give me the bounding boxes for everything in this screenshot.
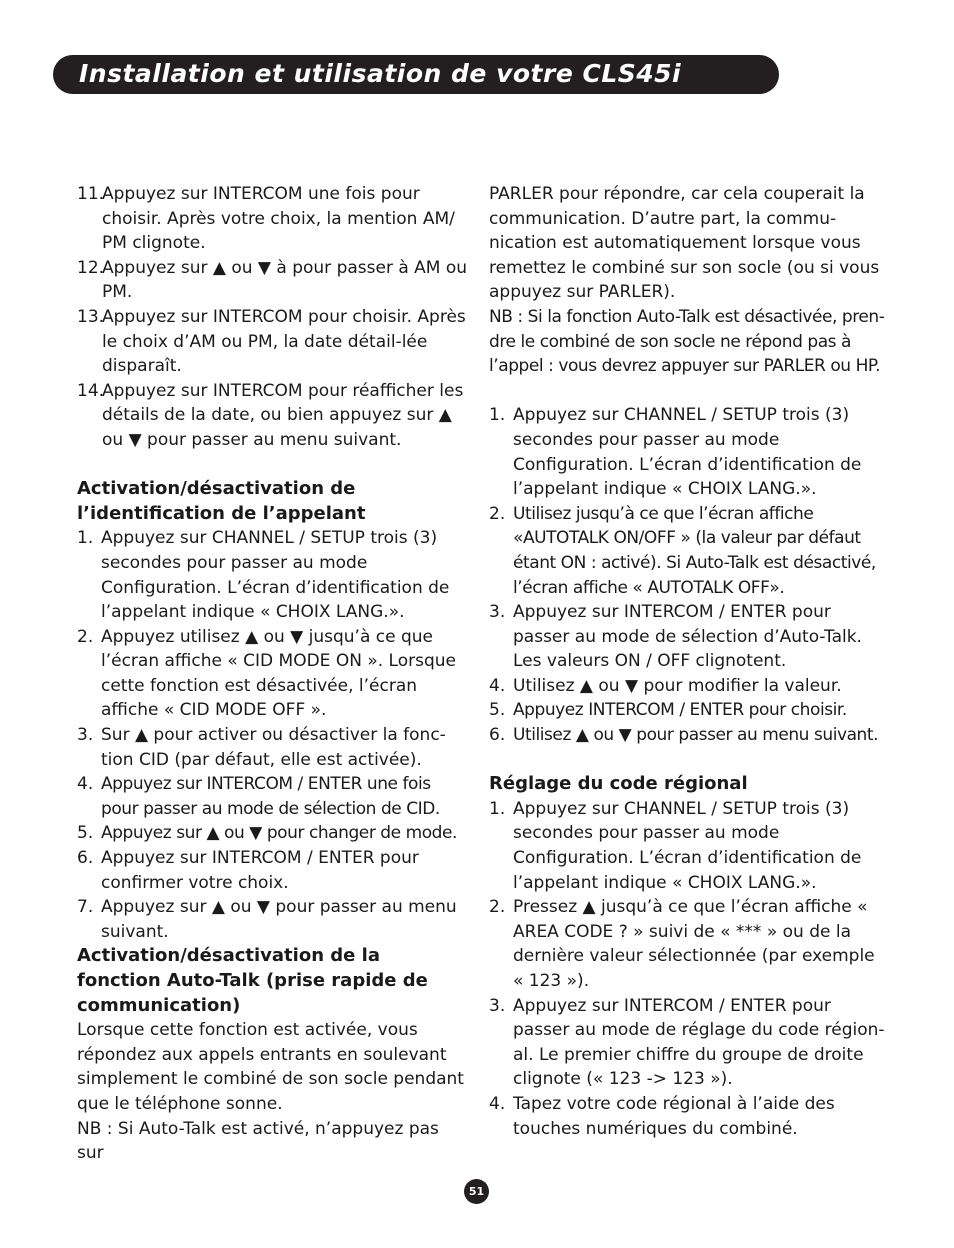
item-text: Appuyez sur CHANNEL / SETUP trois (3) secondes pour passer au mode Configuration. L’écran d’identification de l’appelant indique « CHOIX LANG.». xyxy=(513,798,862,893)
section-heading: Activation/désactivation de l’identification de l’appelant xyxy=(77,478,366,524)
page-title: Installation et utilisation de votre CLS45i xyxy=(79,59,682,88)
item-number: 1. xyxy=(77,528,94,549)
item-number: 11. xyxy=(77,184,105,204)
list-item xyxy=(77,625,469,723)
left-column xyxy=(77,182,469,1166)
item-number: 1. xyxy=(489,798,506,819)
item-text: Appuyez sur INTERCOM / ENTER pour passer au mode de sélection d’Auto-Talk. Les valeurs ON / OFF clignotent. xyxy=(513,602,862,672)
list-item xyxy=(489,797,889,895)
item-text: Appuyez sur ▲ ou ▼ pour changer de mode. xyxy=(101,823,457,844)
item-text: Appuyez sur ▲ ou ▼ pour passer au menu suivant. xyxy=(101,897,457,942)
item-number: 13. xyxy=(77,306,105,327)
list-item xyxy=(489,895,889,993)
item-number: 3. xyxy=(77,725,94,746)
list-item xyxy=(489,698,889,723)
item-text: Appuyez sur INTERCOM pour choisir. Après le choix d’AM ou PM, la date détail-lée disparaît. xyxy=(102,306,466,377)
item-text: Appuyez sur CHANNEL / SETUP trois (3) secondes pour passer au mode Configuration. L’écran d’identification de l’appelant indique « CHOIX LANG.». xyxy=(513,405,862,500)
list-item xyxy=(489,600,889,674)
item-text: Appuyez INTERCOM / ENTER pour choisir. xyxy=(513,700,847,721)
paragraph: PARLER pour répondre, car cela couperait la communication. D’autre part, la commu-nication est automatiquement lorsque vous remettez le combiné sur son socle (ou si vous appuyez sur PARLER). xyxy=(489,184,880,303)
item-number: 2. xyxy=(489,897,506,918)
note-paragraph: NB : Si Auto-Talk est activé, n’appuyez pas sur xyxy=(77,1118,439,1164)
list-item xyxy=(489,502,889,600)
item-number: 5. xyxy=(489,700,506,721)
item-text: Pressez ▲ jusqu’à ce que l’écran affiche « AREA CODE ? » suivi de « *** » ou de la dernière valeur sélectionnée (par exemple « 123 »). xyxy=(513,897,875,991)
paragraph: Lorsque cette fonction est activée, vous répondez aux appels entrants en soulevant simplement le combiné de son socle pendant que le téléphone sonne. xyxy=(77,1020,464,1114)
item-text: Appuyez sur CHANNEL / SETUP trois (3) secondes pour passer au mode Configuration. L’écran d’identification de l’appelant indique « CHOIX LANG.». xyxy=(101,528,450,623)
item-text: Utilisez ▲ ou ▼ pour passer au menu suivant. xyxy=(513,725,879,746)
item-text: Appuyez sur ▲ ou ▼ à pour passer à AM ou PM. xyxy=(102,257,468,303)
list-item xyxy=(77,723,469,772)
item-number: 6. xyxy=(77,848,94,869)
item-number: 4. xyxy=(489,1093,506,1114)
item-text: Utilisez ▲ ou ▼ pour modifier la valeur. xyxy=(513,675,842,696)
item-number: 5. xyxy=(77,823,94,844)
item-number: 2. xyxy=(77,626,94,647)
item-number: 12. xyxy=(77,257,105,278)
section-heading: Activation/désactivation de la fonction Auto-Talk (prise rapide de communication) xyxy=(77,945,428,1016)
header-banner xyxy=(53,55,779,94)
item-number: 3. xyxy=(489,995,506,1016)
item-number: 1. xyxy=(489,405,506,426)
right-column xyxy=(489,182,889,1141)
note-paragraph: NB : Si la fonction Auto-Talk est désactivée, pren-dre le combiné de son socle ne répond pas à l’appel : vous devrez appuyer sur PARLER ou HP. xyxy=(489,306,885,377)
list-item xyxy=(77,821,469,846)
item-number: 7. xyxy=(77,897,94,918)
section-heading: Réglage du code régional xyxy=(489,773,748,795)
item-number: 4. xyxy=(77,774,94,795)
page-number-badge: 51 xyxy=(464,1179,489,1204)
list-item xyxy=(489,403,889,501)
item-text: Appuyez sur INTERCOM pour réafficher les détails de la date, ou bien appuyez sur ▲ ou ▼ pour passer au menu suivant. xyxy=(102,380,464,450)
item-text: Appuyez sur INTERCOM / ENTER une fois pour passer au mode de sélection de CID. xyxy=(101,774,440,819)
list-item xyxy=(77,846,469,895)
item-text: Appuyez utilisez ▲ ou ▼ jusqu’à ce que l’écran affiche « CID MODE ON ». Lorsque cette fonction est désactivée, l’écran affiche « CID MODE OFF ». xyxy=(101,626,456,721)
item-text: Appuyez sur INTERCOM / ENTER pour confirmer votre choix. xyxy=(101,848,419,893)
list-item xyxy=(77,526,469,624)
list-item xyxy=(77,256,469,305)
list-item xyxy=(489,1092,889,1141)
item-text: Tapez votre code régional à l’aide des touches numériques du combiné. xyxy=(513,1093,835,1139)
item-text: Sur ▲ pour activer ou désactiver la fonc-tion CID (par défaut, elle est activée). xyxy=(101,725,446,770)
item-number: 14. xyxy=(77,380,105,401)
list-item xyxy=(489,723,889,748)
list-item xyxy=(77,305,469,379)
list-item xyxy=(489,994,889,1092)
list-item xyxy=(489,674,889,699)
item-text: Appuyez sur INTERCOM une fois pour choisir. Après votre choix, la mention AM/ PM clignote. xyxy=(102,184,455,254)
item-number: 4. xyxy=(489,675,506,696)
list-item xyxy=(77,772,469,821)
list-item xyxy=(77,895,469,944)
item-number: 3. xyxy=(489,602,506,623)
item-number: 2. xyxy=(489,503,506,524)
item-text: Utilisez jusqu’à ce que l’écran affiche «AUTOTALK ON/OFF » (la valeur par défaut étant ON : activé). Si Auto-Talk est désactivé, l’écran affiche « AUTOTALK OFF». xyxy=(513,503,876,598)
item-text: Appuyez sur INTERCOM / ENTER pour passer au mode de réglage du code région-al. Le premier chiffre du groupe de droite clignote (« 123 -> 123 »). xyxy=(513,995,885,1090)
list-item xyxy=(77,379,469,453)
item-number: 6. xyxy=(489,725,506,746)
list-item xyxy=(77,182,469,256)
